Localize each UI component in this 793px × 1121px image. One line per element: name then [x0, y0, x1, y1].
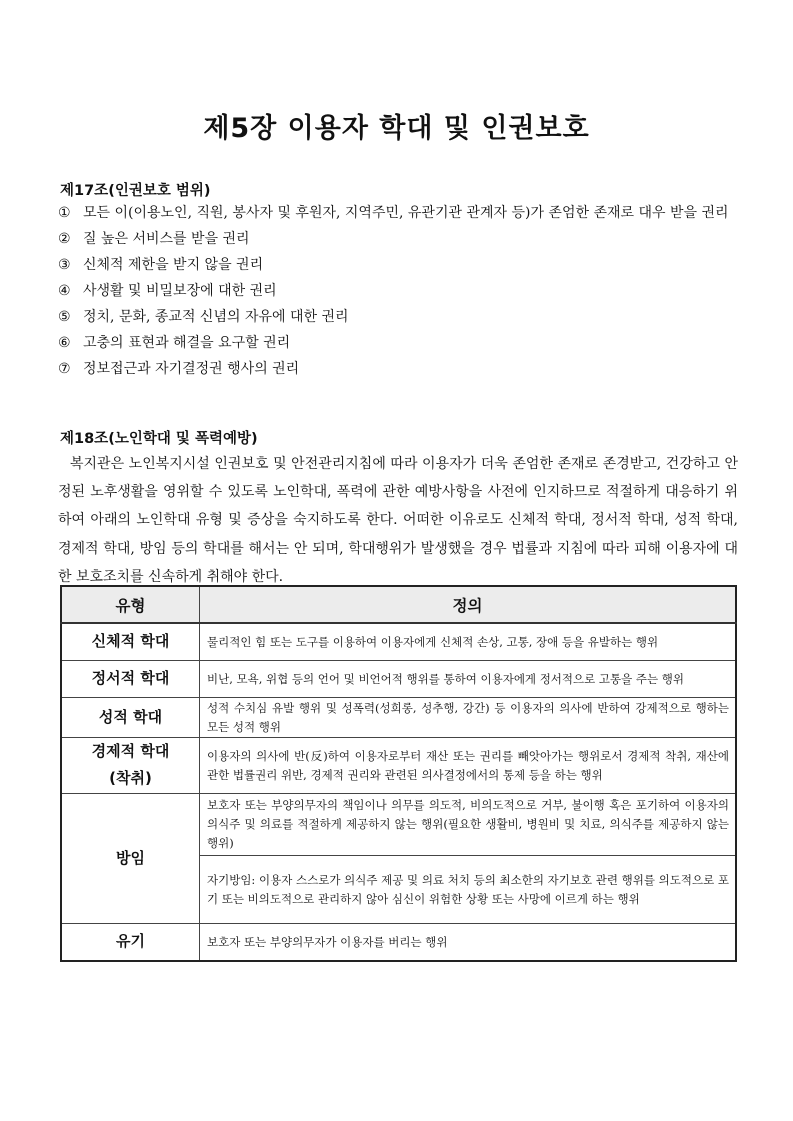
definition-cell: 보호자 또는 부양의무자의 책임이나 의무를 의도적, 비의도적으로 거부, 불이행 혹은 포기하여 이용자의 의식주 및 의료를 적절하게 제공하지 않는 행위(필요한 생활비, 병원비 및 치료, 의식주를 제공하지 않는 행위) — [200, 793, 737, 855]
item-number: ② — [58, 231, 71, 247]
definition-cell: 자기방임: 이용자 스스로가 의식주 제공 및 의료 처치 등의 최소한의 자기보호 관련 행위를 의도적으로 포기 또는 비의도적으로 관리하지 않아 심신이 위험한 상황 또는 사망에 이르게 하는 행위 — [200, 855, 737, 923]
table-row — [61, 793, 736, 855]
item-number: ④ — [58, 283, 71, 299]
item-number: ⑥ — [58, 335, 71, 351]
abuse-type-table — [60, 585, 737, 962]
type-cell: 성적 학대 — [61, 697, 200, 737]
item-text: 신체적 제한을 받지 않을 권리 — [83, 257, 264, 273]
list-item — [58, 304, 738, 330]
definition-cell: 보호자 또는 부양의무자가 이용자를 버리는 행위 — [200, 923, 737, 961]
definition-cell: 물리적인 힘 또는 도구를 이용하여 이용자에게 신체적 손상, 고통, 장애 등을 유발하는 행위 — [200, 623, 737, 660]
list-item — [58, 330, 738, 356]
type-cell — [61, 737, 200, 793]
list-item — [58, 226, 738, 252]
article-18-heading: 제18조(노인학대 및 폭력예방) — [60, 431, 258, 447]
article-17-heading: 제17조(인권보호 범위) — [60, 183, 211, 199]
item-number: ③ — [58, 257, 71, 273]
chapter-title: 제5장 이용자 학대 및 인권보호 — [203, 113, 590, 144]
table-row — [61, 623, 736, 660]
table-row — [61, 923, 736, 961]
item-text: 사생활 및 비밀보장에 대한 권리 — [83, 283, 277, 299]
header-definition: 정의 — [200, 586, 737, 623]
definition-cell: 이용자의 의사에 반(反)하여 이용자로부터 재산 또는 권리를 빼앗아가는 행위로서 경제적 착취, 재산에 관한 법률권리 위반, 경제적 권리와 관련된 의사결정에서의 통제 등을 하는 행위 — [200, 737, 737, 793]
definition-cell: 비난, 모욕, 위협 등의 언어 및 비언어적 행위를 통하여 이용자에게 정서적으로 고통을 주는 행위 — [200, 660, 737, 697]
item-text: 질 높은 서비스를 받을 권리 — [83, 231, 250, 247]
list-item — [58, 278, 738, 304]
item-number: ⑤ — [58, 309, 71, 325]
rights-list — [58, 200, 738, 382]
table-header-row — [61, 586, 736, 623]
item-text: 모든 이(이용노인, 직원, 봉사자 및 후원자, 지역주민, 유관기관 관계자 등)가 존엄한 존재로 대우 받을 권리 — [83, 205, 729, 221]
type-cell: 신체적 학대 — [61, 623, 200, 660]
table-row — [61, 697, 736, 737]
type-cell: 유기 — [61, 923, 200, 961]
list-item — [58, 252, 738, 278]
table-row — [61, 737, 736, 793]
article-18-paragraph: 복지관은 노인복지시설 인권보호 및 안전관리지침에 따라 이용자가 더욱 존엄한 존재로 존경받고, 건강하고 안정된 노후생활을 영위할 수 있도록 노인학대, 폭력에 관한 예방사항을 사전에 인지하므로 적절하게 대응하기 위하여 아래의 노인학대 유형 및 증상을 숙지하도록 한다. 어떠한 이유로도 신체적 학대, 정서적 학대, 성적 학대, 경제적 학대, 방임 등의 학대를 해서는 안 되며, 학대행위가 발생했을 경우 법률과 지침에 따라 피해 이용자에 대한 보호조치를 신속하게 취해야 한다. — [58, 456, 738, 585]
type-label: 경제적 학대 — [91, 742, 170, 760]
item-text: 정보접근과 자기결정권 행사의 권리 — [83, 361, 300, 377]
list-item — [58, 356, 738, 382]
type-cell: 정서적 학대 — [61, 660, 200, 697]
definition-cell: 성적 수치심 유발 행위 및 성폭력(성희롱, 성추행, 강간) 등 이용자의 의사에 반하여 강제적으로 행하는 모든 성적 행위 — [200, 697, 737, 737]
list-item — [58, 200, 738, 226]
type-label-sub: (착취) — [109, 769, 152, 787]
item-text: 정치, 문화, 종교적 신념의 자유에 대한 권리 — [83, 309, 349, 325]
type-cell: 방임 — [61, 793, 200, 923]
item-number: ⑦ — [58, 361, 71, 377]
item-text: 고충의 표현과 해결을 요구할 권리 — [83, 335, 291, 351]
item-number: ① — [58, 205, 71, 221]
header-type: 유형 — [61, 586, 200, 623]
table-row — [61, 660, 736, 697]
